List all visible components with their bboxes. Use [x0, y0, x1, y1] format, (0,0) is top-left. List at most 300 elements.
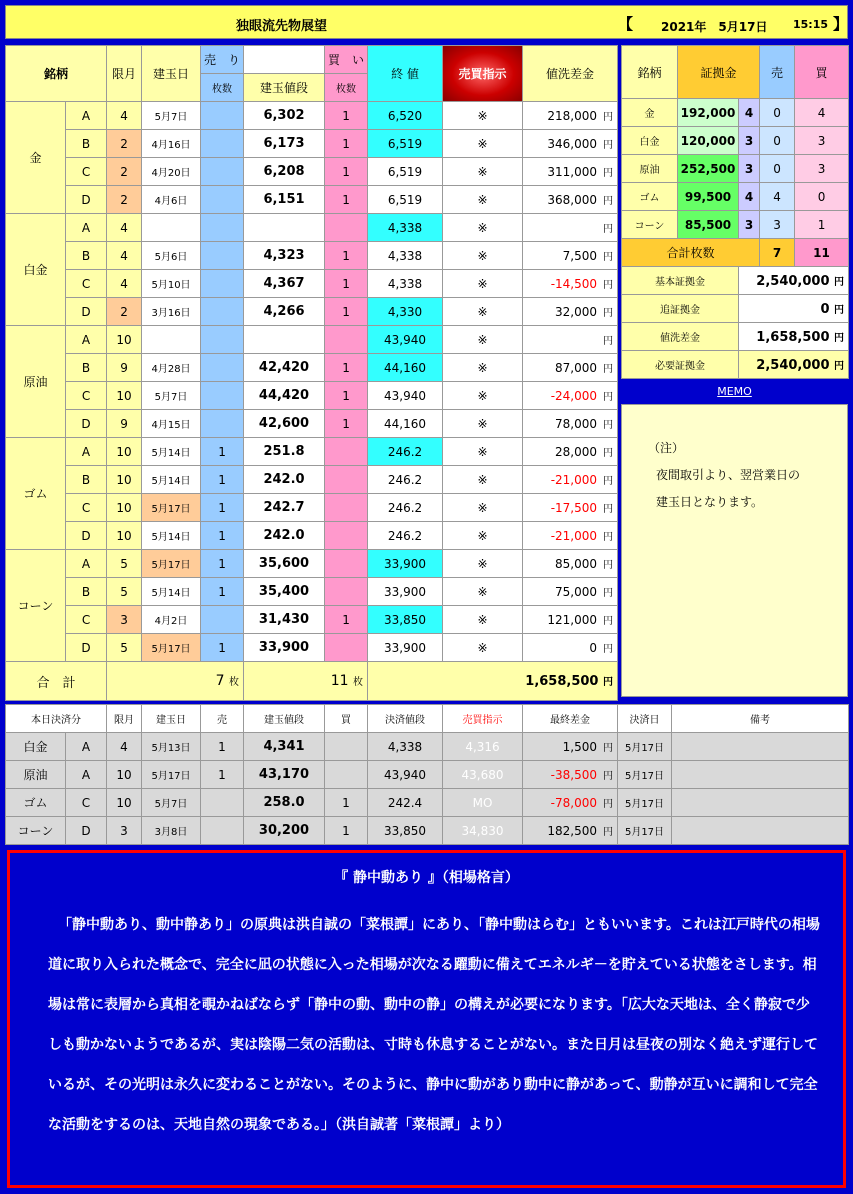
row-gen: D [66, 298, 107, 326]
row-price: 6,208 [244, 158, 325, 186]
settle-col-uri: 売 [201, 705, 244, 733]
row-amount: 0 円 [523, 634, 618, 662]
row-sell [201, 242, 244, 270]
maxim-box [7, 850, 846, 1188]
row-gen: D [66, 186, 107, 214]
row-price [244, 214, 325, 242]
row-gengetsu: 4 [107, 270, 142, 298]
row-gengetsu: 9 [107, 410, 142, 438]
row-amount: -24,000 円 [523, 382, 618, 410]
row-sell: 1 [201, 634, 244, 662]
settle-buy [325, 761, 368, 789]
settle-date: 5月13日 [142, 733, 201, 761]
settle-col-kai: 買 [325, 705, 368, 733]
margin-buy: 1 [795, 211, 849, 239]
margin-amount: 252,500 [678, 155, 739, 183]
row-close: 4,338 [368, 270, 443, 298]
row-gen: A [66, 438, 107, 466]
row-price: 35,600 [244, 550, 325, 578]
margin-buy: 3 [795, 127, 849, 155]
row-amount: 75,000 円 [523, 578, 618, 606]
row-amount: 32,000 円 [523, 298, 618, 326]
table-row [6, 102, 618, 130]
nearai-label: 値洗差金 [622, 323, 739, 351]
row-price: 6,173 [244, 130, 325, 158]
settle-col-tategyokubi: 建玉日 [142, 705, 201, 733]
settle-buy: 1 [325, 817, 368, 845]
group-name: コーン [6, 550, 66, 662]
margin-sell: 0 [760, 99, 795, 127]
row-sell: 1 [201, 522, 244, 550]
table-row [6, 634, 618, 662]
row-instruction: ※ [443, 326, 523, 354]
row-buy [325, 550, 368, 578]
settle-gen: C [66, 789, 107, 817]
row-close: 6,520 [368, 102, 443, 130]
row-gen: A [66, 214, 107, 242]
row-instruction: ※ [443, 102, 523, 130]
margin-buy: 3 [795, 155, 849, 183]
memo-line-2: 夜間取引より、翌営業日の [656, 468, 801, 482]
row-price: 42,600 [244, 410, 325, 438]
settle-sell: 1 [201, 733, 244, 761]
row-gengetsu: 9 [107, 354, 142, 382]
settle-col-kessaibi: 決済日 [618, 705, 672, 733]
row-close: 33,850 [368, 606, 443, 634]
settle-amount: -78,000 円 [523, 789, 618, 817]
row-date [142, 326, 201, 354]
row-close: 6,519 [368, 186, 443, 214]
table-row [6, 270, 618, 298]
row-price: 31,430 [244, 606, 325, 634]
row-amount: 7,500 円 [523, 242, 618, 270]
row-instruction: ※ [443, 466, 523, 494]
settle-kessaibi: 5月17日 [618, 733, 672, 761]
row-buy [325, 214, 368, 242]
row-amount: 28,000 円 [523, 438, 618, 466]
row-buy [325, 522, 368, 550]
row-price: 33,900 [244, 634, 325, 662]
row-date: 4月2日 [142, 606, 201, 634]
row-gengetsu: 10 [107, 438, 142, 466]
row-close: 44,160 [368, 354, 443, 382]
margin-row [622, 127, 849, 155]
table-row [6, 578, 618, 606]
settle-instruction: MO [443, 789, 523, 817]
settle-name: ゴム [6, 789, 66, 817]
settle-sell: 1 [201, 761, 244, 789]
row-buy [325, 326, 368, 354]
positions-table [5, 45, 618, 701]
row-sell [201, 410, 244, 438]
row-instruction: ※ [443, 410, 523, 438]
row-amount: 円 [523, 326, 618, 354]
settle-instruction: 43,680 [443, 761, 523, 789]
settle-biko [672, 761, 849, 789]
col-uri: 売 り [201, 46, 244, 74]
row-sell [201, 354, 244, 382]
margin-row [622, 99, 849, 127]
page-title: 独眼流先物展望 [236, 19, 328, 34]
row-close: 246.2 [368, 438, 443, 466]
col-meigara: 銘柄 [6, 46, 107, 102]
settle-name: コーン [6, 817, 66, 845]
row-gengetsu: 3 [107, 606, 142, 634]
maxim-title: 『 静中動あり 』（相場格言） [334, 870, 519, 886]
row-gengetsu: 2 [107, 130, 142, 158]
row-close: 246.2 [368, 522, 443, 550]
settle-biko [672, 789, 849, 817]
row-date: 3月16日 [142, 298, 201, 326]
row-amount: 311,000 円 [523, 158, 618, 186]
settle-row [6, 789, 849, 817]
settle-date: 5月7日 [142, 789, 201, 817]
settle-price: 43,170 [244, 761, 325, 789]
settle-kessaibi: 5月17日 [618, 761, 672, 789]
row-gen: A [66, 326, 107, 354]
row-buy [325, 634, 368, 662]
row-buy: 1 [325, 242, 368, 270]
row-instruction: ※ [443, 438, 523, 466]
row-price: 4,367 [244, 270, 325, 298]
row-gen: B [66, 466, 107, 494]
row-date: 5月10日 [142, 270, 201, 298]
settle-buy [325, 733, 368, 761]
row-buy: 1 [325, 130, 368, 158]
header-date: 2021年 5月17日 [661, 20, 768, 34]
row-date: 4月6日 [142, 186, 201, 214]
margin-row [622, 155, 849, 183]
row-date: 5月17日 [142, 494, 201, 522]
row-close: 6,519 [368, 158, 443, 186]
settle-price: 258.0 [244, 789, 325, 817]
settle-kessai: 242.4 [368, 789, 443, 817]
hitsuyo-value: 2,540,000 円 [739, 351, 849, 379]
row-price: 6,302 [244, 102, 325, 130]
row-date: 4月28日 [142, 354, 201, 382]
col-tategyokunedan: 建玉値段 [244, 74, 325, 102]
margin-count: 3 [739, 211, 760, 239]
margin-count: 4 [739, 99, 760, 127]
table-row [6, 438, 618, 466]
group-name: ゴム [6, 438, 66, 550]
row-sell [201, 130, 244, 158]
table-row [6, 242, 618, 270]
col-tategyokubi: 建玉日 [142, 46, 201, 102]
row-gengetsu: 4 [107, 242, 142, 270]
row-buy [325, 438, 368, 466]
row-sell [201, 606, 244, 634]
table-row [6, 298, 618, 326]
row-instruction: ※ [443, 270, 523, 298]
row-amount: -21,000 円 [523, 466, 618, 494]
settle-row [6, 761, 849, 789]
row-amount: 78,000 円 [523, 410, 618, 438]
side-col-kai: 買 [795, 46, 849, 99]
margin-count: 3 [739, 127, 760, 155]
row-amount: -14,500 円 [523, 270, 618, 298]
settle-amount: -38,500 円 [523, 761, 618, 789]
row-price: 242.0 [244, 466, 325, 494]
row-sell: 1 [201, 466, 244, 494]
row-buy: 1 [325, 158, 368, 186]
settle-col-kessai: 決済値段 [368, 705, 443, 733]
settle-col-nedan: 建玉値段 [244, 705, 325, 733]
settle-amount: 182,500 円 [523, 817, 618, 845]
row-buy [325, 494, 368, 522]
margin-sell: 3 [760, 211, 795, 239]
row-close: 43,940 [368, 326, 443, 354]
col-uri-maisu: 枚数 [201, 74, 244, 102]
settle-instruction: 4,316 [443, 733, 523, 761]
row-date: 5月14日 [142, 438, 201, 466]
settle-gen: A [66, 761, 107, 789]
row-date: 5月17日 [142, 550, 201, 578]
row-close: 4,330 [368, 298, 443, 326]
memo-panel [621, 404, 848, 697]
row-gen: C [66, 270, 107, 298]
row-amount: 346,000 円 [523, 130, 618, 158]
memo-line-1: （注） [648, 441, 685, 455]
margin-count: 3 [739, 155, 760, 183]
row-sell: 1 [201, 494, 244, 522]
row-gen: D [66, 410, 107, 438]
total-sell: 7 枚 [107, 662, 244, 701]
settle-gengetsu: 3 [107, 817, 142, 845]
margin-name: ゴム [622, 183, 678, 211]
row-instruction: ※ [443, 242, 523, 270]
margin-row [622, 183, 849, 211]
row-amount: 121,000 円 [523, 606, 618, 634]
total-buy: 11 枚 [244, 662, 368, 701]
row-gengetsu: 10 [107, 382, 142, 410]
row-amount: 円 [523, 214, 618, 242]
row-amount: 218,000 円 [523, 102, 618, 130]
row-amount: 87,000 円 [523, 354, 618, 382]
row-gen: C [66, 158, 107, 186]
side-total-label: 合計枚数 [622, 239, 760, 267]
settle-buy: 1 [325, 789, 368, 817]
row-sell [201, 382, 244, 410]
row-amount: -17,500 円 [523, 494, 618, 522]
row-date: 5月14日 [142, 522, 201, 550]
settle-kessai: 43,940 [368, 761, 443, 789]
row-date: 5月7日 [142, 382, 201, 410]
row-gengetsu: 10 [107, 494, 142, 522]
col-kai: 買 い [325, 46, 368, 74]
row-gengetsu: 2 [107, 298, 142, 326]
margin-name: 原油 [622, 155, 678, 183]
row-gengetsu: 5 [107, 634, 142, 662]
header-bar [5, 5, 848, 39]
settle-gengetsu: 10 [107, 761, 142, 789]
margin-sell: 4 [760, 183, 795, 211]
margin-row [622, 211, 849, 239]
row-close: 4,338 [368, 214, 443, 242]
row-buy: 1 [325, 270, 368, 298]
row-gengetsu: 10 [107, 466, 142, 494]
row-date: 5月6日 [142, 242, 201, 270]
settle-date: 5月17日 [142, 761, 201, 789]
table-row [6, 550, 618, 578]
row-date: 5月17日 [142, 634, 201, 662]
settle-amount: 1,500 円 [523, 733, 618, 761]
table-row [6, 494, 618, 522]
row-instruction: ※ [443, 382, 523, 410]
row-close: 33,900 [368, 550, 443, 578]
settle-col-sagaku: 最終差金 [523, 705, 618, 733]
row-instruction: ※ [443, 214, 523, 242]
table-row [6, 158, 618, 186]
settle-kessaibi: 5月17日 [618, 817, 672, 845]
table-row [6, 382, 618, 410]
row-price: 44,420 [244, 382, 325, 410]
settle-kessai: 4,338 [368, 733, 443, 761]
table-row [6, 466, 618, 494]
settle-sell [201, 817, 244, 845]
table-row [6, 186, 618, 214]
row-buy: 1 [325, 382, 368, 410]
row-sell: 1 [201, 438, 244, 466]
row-sell [201, 270, 244, 298]
group-name: 金 [6, 102, 66, 214]
row-close: 246.2 [368, 466, 443, 494]
row-gen: B [66, 242, 107, 270]
row-price: 251.8 [244, 438, 325, 466]
header-time: 15:15 [793, 18, 829, 31]
row-sell [201, 102, 244, 130]
kihon-label: 基本証拠金 [622, 267, 739, 295]
margin-name: 金 [622, 99, 678, 127]
row-sell: 1 [201, 550, 244, 578]
row-gen: D [66, 634, 107, 662]
side-col-uri: 売 [760, 46, 795, 99]
row-buy: 1 [325, 354, 368, 382]
margin-table [621, 45, 849, 379]
settle-date: 3月8日 [142, 817, 201, 845]
table-row [6, 410, 618, 438]
row-instruction: ※ [443, 522, 523, 550]
row-instruction: ※ [443, 354, 523, 382]
row-date: 5月14日 [142, 578, 201, 606]
row-price: 242.7 [244, 494, 325, 522]
settle-kessai: 33,850 [368, 817, 443, 845]
row-gen: D [66, 522, 107, 550]
row-sell [201, 326, 244, 354]
hitsuyo-label: 必要証拠金 [622, 351, 739, 379]
group-name: 原油 [6, 326, 66, 438]
col-shiji: 売買指示 [443, 46, 523, 102]
row-buy: 1 [325, 186, 368, 214]
col-owarine: 終 値 [368, 46, 443, 102]
row-instruction: ※ [443, 298, 523, 326]
side-total-buy: 11 [795, 239, 849, 267]
row-close: 44,160 [368, 410, 443, 438]
memo-link[interactable]: MEMO [717, 385, 752, 398]
row-price: 4,323 [244, 242, 325, 270]
row-gengetsu: 2 [107, 186, 142, 214]
row-sell [201, 158, 244, 186]
row-amount: 85,000 円 [523, 550, 618, 578]
row-instruction: ※ [443, 550, 523, 578]
settle-row [6, 817, 849, 845]
settle-gen: A [66, 733, 107, 761]
col-kai-maisu: 枚数 [325, 74, 368, 102]
settle-col-label: 本日決済分 [6, 705, 107, 733]
settle-gen: D [66, 817, 107, 845]
left-bracket: 【 [618, 15, 634, 33]
row-date: 4月16日 [142, 130, 201, 158]
margin-buy: 4 [795, 99, 849, 127]
row-price: 6,151 [244, 186, 325, 214]
table-row [6, 326, 618, 354]
row-instruction: ※ [443, 606, 523, 634]
side-col-shokokin: 証拠金 [678, 46, 760, 99]
settle-col-gengetsu: 限月 [107, 705, 142, 733]
row-buy [325, 466, 368, 494]
row-date [142, 214, 201, 242]
settle-gengetsu: 10 [107, 789, 142, 817]
side-col-meigara: 銘柄 [622, 46, 678, 99]
margin-sell: 0 [760, 155, 795, 183]
row-date: 5月14日 [142, 466, 201, 494]
col-gengetsu: 限月 [107, 46, 142, 102]
margin-buy: 0 [795, 183, 849, 211]
maxim-body: 「静中動あり、動中静あり」の原典は洪自誠の「菜根譚」にあり、「静中動はらむ」ともいいます。これは江戸時代の相場道に取り入られた概念で、完全に凪の状態に入った相場が次なる躍動に備えてエネルギ－を貯えている状態をさします。相場は常に表層から真相を覗かねばならず「静中の動、動中の静」の構えが必要になります。「広大な天地は、全く静寂で少しも動かないようであるが、実は陰陽二気の活動は、寸時も休息することがない。また日月は昼夜の別なく絶えず運行しているが、その光明は永久に変わることがない。そのように、静中に動があり動中に静があって、動静が互いに調和して完全な活動をするのは、天地自然の現象である。」（洪自誠著「菜根譚」より） [48, 917, 820, 1133]
table-row [6, 130, 618, 158]
margin-count: 4 [739, 183, 760, 211]
row-date: 4月15日 [142, 410, 201, 438]
row-gengetsu: 10 [107, 326, 142, 354]
row-sell [201, 298, 244, 326]
row-date: 4月20日 [142, 158, 201, 186]
row-gen: A [66, 102, 107, 130]
row-close: 4,338 [368, 242, 443, 270]
row-instruction: ※ [443, 186, 523, 214]
settle-col-biko: 備考 [672, 705, 849, 733]
row-amount: -21,000 円 [523, 522, 618, 550]
margin-amount: 85,500 [678, 211, 739, 239]
row-amount: 368,000 円 [523, 186, 618, 214]
settle-price: 4,341 [244, 733, 325, 761]
row-buy [325, 578, 368, 606]
row-close: 33,900 [368, 634, 443, 662]
row-gengetsu: 10 [107, 522, 142, 550]
row-close: 33,900 [368, 578, 443, 606]
row-gengetsu: 4 [107, 102, 142, 130]
row-sell: 1 [201, 578, 244, 606]
row-buy: 1 [325, 102, 368, 130]
group-name: 白金 [6, 214, 66, 326]
settle-kessaibi: 5月17日 [618, 789, 672, 817]
settle-sell [201, 789, 244, 817]
margin-sell: 0 [760, 127, 795, 155]
margin-amount: 99,500 [678, 183, 739, 211]
nearai-value: 1,658,500 円 [739, 323, 849, 351]
memo-line-3: 建玉日となります。 [656, 495, 764, 509]
row-buy: 1 [325, 410, 368, 438]
row-gengetsu: 4 [107, 214, 142, 242]
table-row [6, 522, 618, 550]
kihon-value: 2,540,000 円 [739, 267, 849, 295]
row-gen: C [66, 382, 107, 410]
row-gen: B [66, 354, 107, 382]
margin-amount: 192,000 [678, 99, 739, 127]
total-amount: 1,658,500 円 [368, 662, 618, 701]
row-gengetsu: 5 [107, 578, 142, 606]
row-buy: 1 [325, 606, 368, 634]
row-sell [201, 186, 244, 214]
